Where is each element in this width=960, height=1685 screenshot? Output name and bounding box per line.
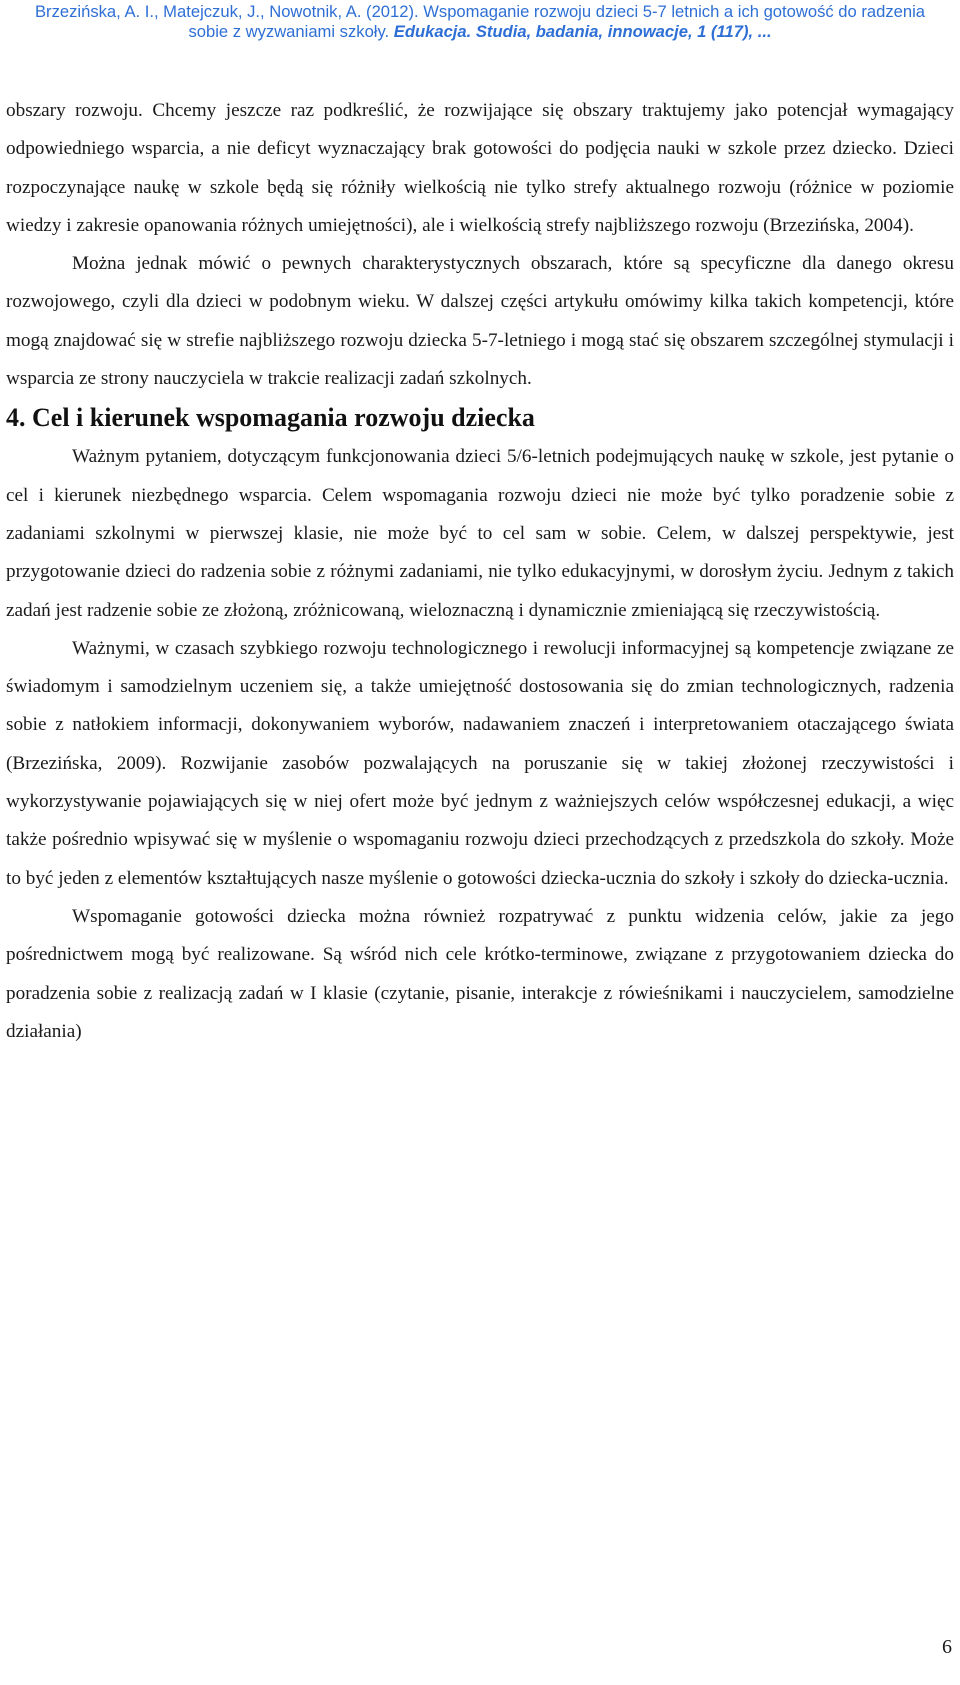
paragraph-5: Wspomaganie gotowości dziecka można również rozpatrywać z punktu widzenia celów, jakie za jego pośrednictwem mogą być realizowane. Są wśród nich cele krótko-terminowe, związane z przygotowaniem dziecka do poradzenia sobie z realizacją zadań w I klasie (czytanie, pisanie, interakcje z rówieśnikami i nauczycielem, samodzielne działania)	[6, 905, 954, 1042]
section-heading: 4. Cel i kierunek wspomagania rozwoju dziecka	[6, 403, 535, 433]
header-journal-name: Edukacja. Studia, badania, innowacje, 1 (117), ...	[393, 22, 772, 41]
header-citation-line-2	[0, 22, 960, 42]
running-header	[0, 0, 960, 70]
paragraph-1: obszary rozwoju. Chcemy jeszcze raz podkreślić, że rozwijające się obszary traktujemy jako potencjał wymagający odpowiedniego wsparcia, a nie deficyt wyznaczający brak gotowości do podjęcia nauki w szkole przez dziecko. Dzieci rozpoczynające naukę w szkole będą się różniły wielkością nie tylko strefy aktualnego rozwoju (różnice w poziomie wiedzy i zakresie opanowania różnych umiejętności), ale i wielkością strefy najbliższego rozwoju (Brzezińska, 2004).	[6, 100, 954, 236]
page-body	[6, 92, 954, 1051]
header-citation-line-1: Brzezińska, A. I., Matejczuk, J., Nowotnik, A. (2012). Wspomaganie rozwoju dzieci 5-7 letnich a ich gotowość do radzenia	[34, 2, 926, 21]
header-citation-authors-title: sobie z wyzwaniami szkoły.	[188, 22, 394, 41]
page-number: 6	[942, 1636, 952, 1658]
paragraph-3: Ważnym pytaniem, dotyczącym funkcjonowania dzieci 5/6-letnich podejmujących naukę w szkole, jest pytanie o cel i kierunek niezbędnego wsparcia. Celem wspomagania rozwoju dzieci nie może być tylko poradzenie sobie z zadaniami szkolnymi w pierwszej klasie, nie może być to cel sam w sobie. Celem, w dalszej perspektywie, jest przygotowanie dzieci do radzenia sobie z różnymi zadaniami, nie tylko edukacyjnymi, w dorosłym życiu. Jednym z takich zadań jest radzenie sobie ze złożoną, zróżnicowaną, wieloznaczną i dynamicznie zmieniającą się rzeczywistością.	[6, 446, 954, 621]
paragraph-2: Można jednak mówić o pewnych charakterystycznych obszarach, które są specyficzne dla danego okresu rozwojowego, czyli dla dzieci w podobnym wieku. W dalszej części artykułu omówimy kilka takich kompetencji, które mogą znajdować się w strefie najbliższego rozwoju dziecka 5-7-letniego i mogą stać się obszarem szczególnej stymulacji i wsparcia ze strony nauczyciela w trakcie realizacji zadań szkolnych.	[6, 253, 954, 390]
paragraph-4: Ważnymi, w czasach szybkiego rozwoju technologicznego i rewolucji informacyjnej są kompetencje związane ze świadomym i samodzielnym uczeniem się, a także umiejętność dostosowania się do zmian technologicznych, radzenia sobie z natłokiem informacji, dokonywaniem wyborów, nadawaniem znaczeń i interpretowaniem otaczającego świata (Brzezińska, 2009). Rozwijanie zasobów pozwalających na poruszanie się w takiej złożonej rzeczywistości i wykorzystywanie pojawiających się w niej ofert może być jednym z ważniejszych celów współczesnej edukacji, a więc także pośrednio wpisywać się w myślenie o wspomaganiu rozwoju dzieci przechodzących z przedszkola do szkoły. Może to być jeden z elementów kształtujących nasze myślenie o gotowości dziecka-ucznia do szkoły i szkoły do dziecka-ucznia.	[6, 637, 954, 889]
